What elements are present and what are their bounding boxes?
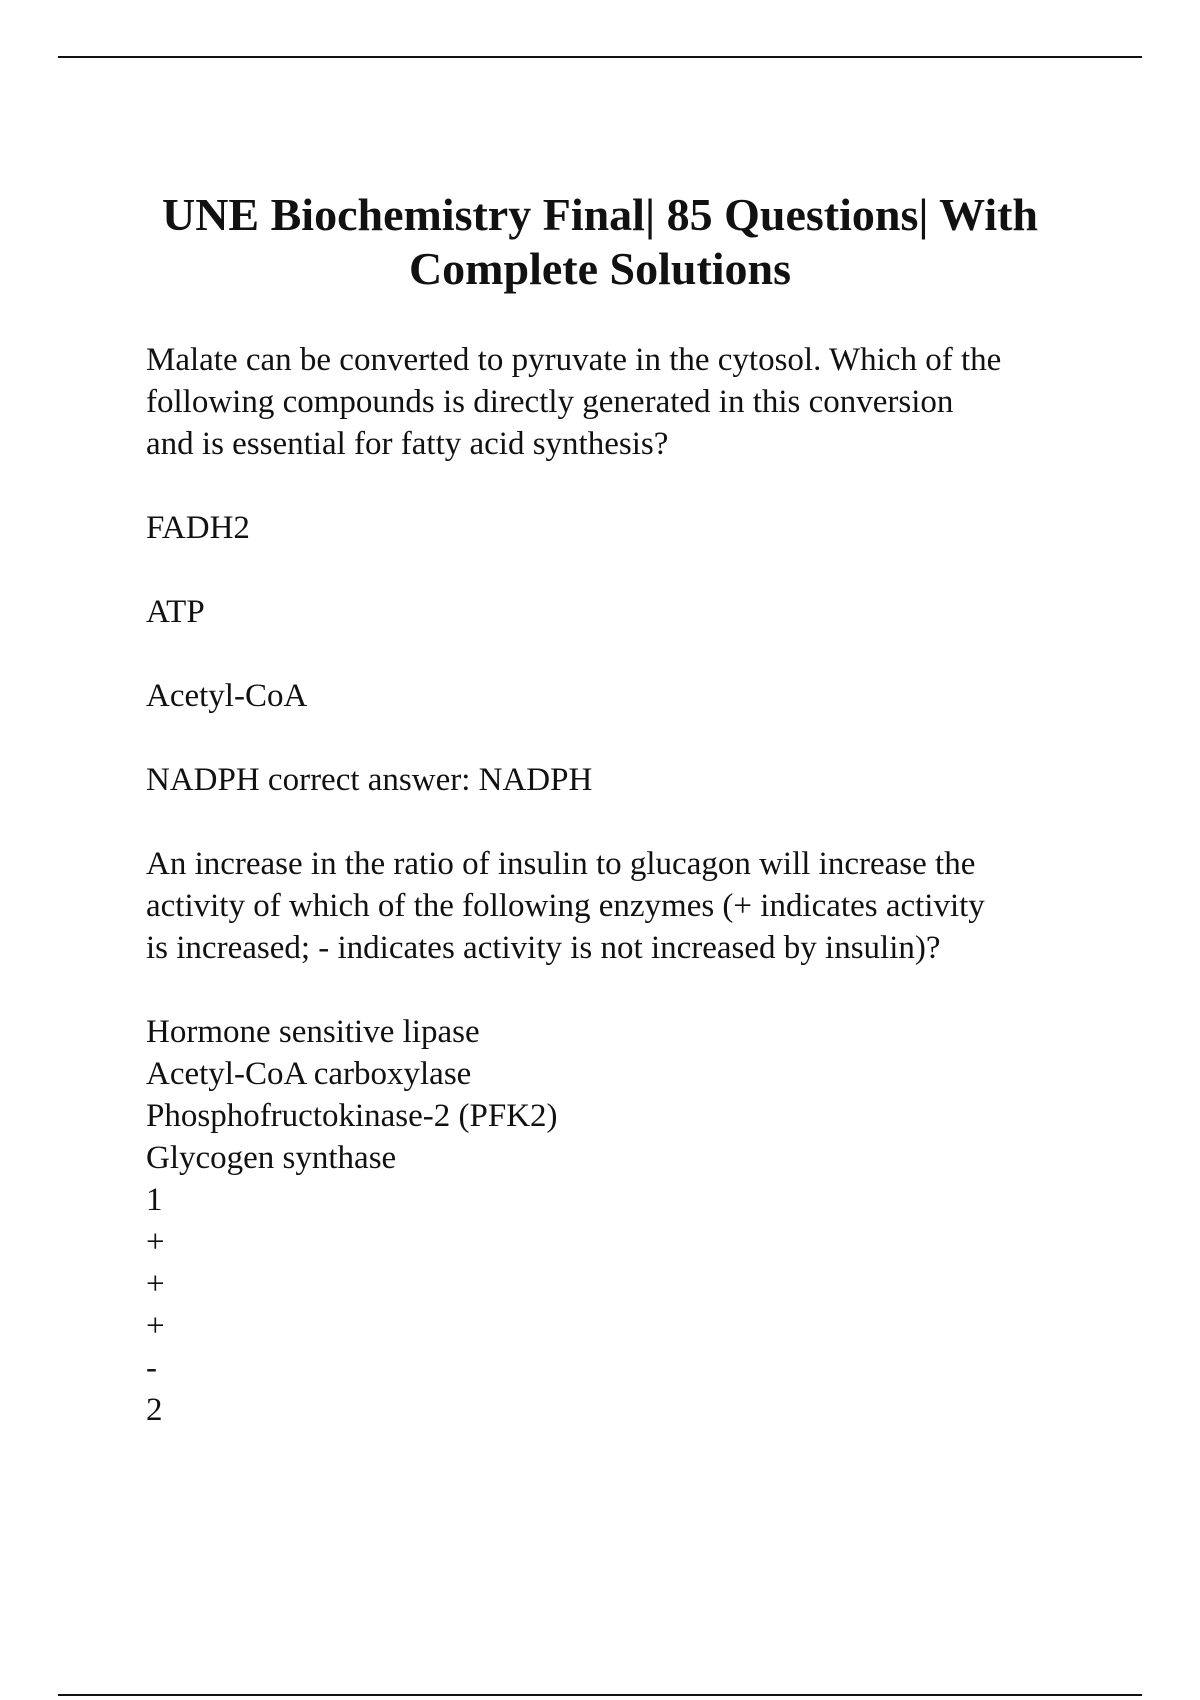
list-item: 2 <box>146 1392 163 1428</box>
question-1-option: ATP <box>146 594 205 630</box>
page-title <box>100 188 1100 296</box>
question-2-line: An increase in the ratio of insulin to glucagon will increase the <box>146 846 976 882</box>
title-line-1: UNE Biochemistry Final| 85 Questions| With <box>161 189 1039 240</box>
question-1-line: Malate can be converted to pyruvate in the cytosol. Which of the <box>146 342 1002 378</box>
question-1-text <box>146 339 1106 465</box>
question-1-line: following compounds is directly generated in this conversion <box>146 384 954 420</box>
list-item: Phosphofructokinase-2 (PFK2) <box>146 1098 558 1134</box>
list-item: + <box>146 1266 165 1302</box>
top-rule <box>58 56 1142 58</box>
list-item: + <box>146 1224 165 1260</box>
question-1-option: FADH2 <box>146 510 250 546</box>
bottom-rule <box>58 1694 1142 1696</box>
question-2-line: activity of which of the following enzymes (+ indicates activity <box>146 888 985 924</box>
question-1-answer: NADPH correct answer: NADPH <box>146 762 593 798</box>
list-item: Glycogen synthase <box>146 1140 397 1176</box>
list-item: Acetyl-CoA carboxylase <box>146 1056 472 1092</box>
title-line-2: Complete Solutions <box>408 243 792 294</box>
list-item: + <box>146 1308 165 1344</box>
question-2-text <box>146 843 1106 969</box>
question-1-option: Acetyl-CoA <box>146 678 308 714</box>
question-2-line: is increased; - indicates activity is not increased by insulin)? <box>146 930 941 966</box>
list-item: 1 <box>146 1182 163 1218</box>
document-body <box>146 339 1106 1431</box>
list-item: - <box>146 1350 157 1386</box>
question-2-list <box>146 1011 1106 1431</box>
question-1-line: and is essential for fatty acid synthesis? <box>146 426 669 462</box>
list-item: Hormone sensitive lipase <box>146 1014 480 1050</box>
